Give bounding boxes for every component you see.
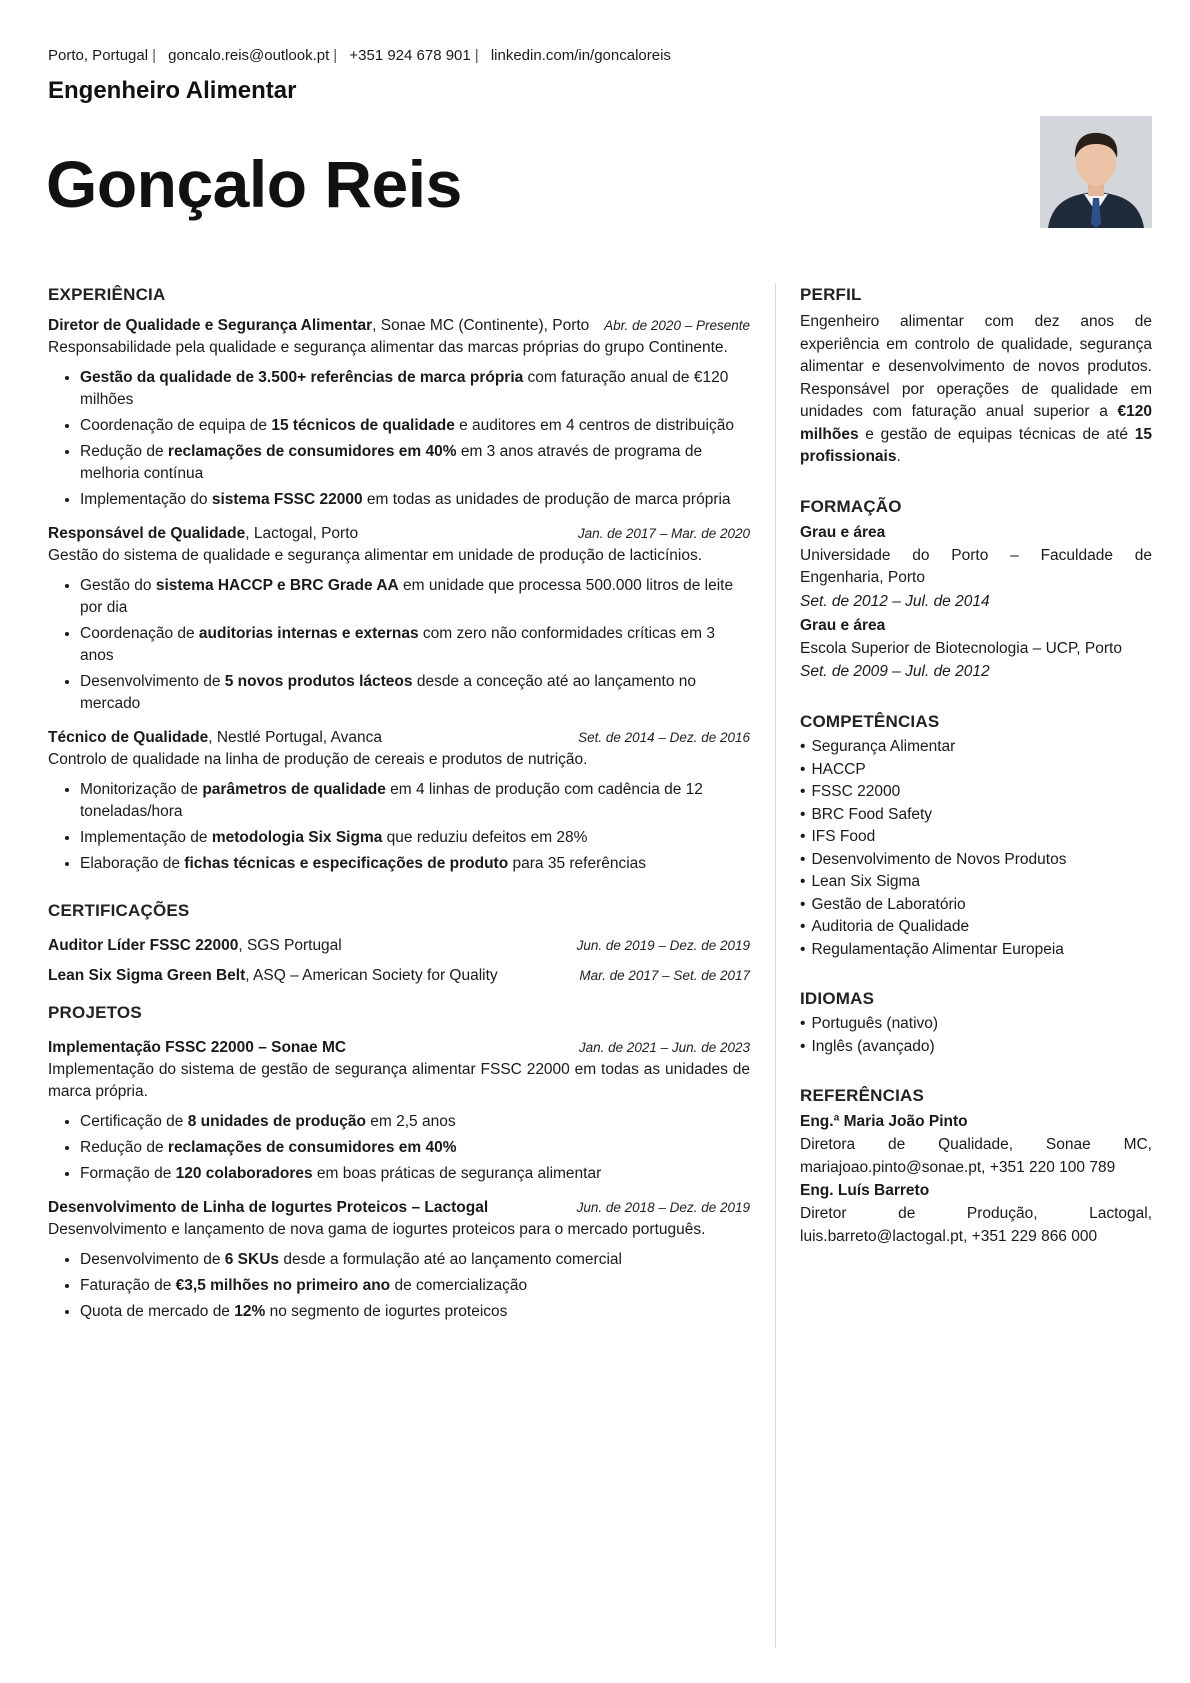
role-title: Técnico de Qualidade — [48, 729, 209, 746]
achievement-list — [48, 575, 750, 715]
profile-photo — [1040, 116, 1152, 228]
references-section — [800, 1086, 1152, 1248]
main-column — [48, 285, 750, 1335]
job-title: Engenheiro Alimentar — [48, 77, 297, 104]
achievement-list — [48, 779, 750, 875]
separator: | — [474, 47, 479, 64]
skill-item: • Regulamentação Alimentar Europeia — [800, 939, 1152, 962]
skill-item: • Segurança Alimentar — [800, 736, 1152, 759]
certification-item — [48, 965, 750, 987]
achievement-item: • Gestão do sistema HACCP e BRC Grade AA em unidade que processa 500.000 litros de leite por dia — [80, 575, 750, 619]
column-divider — [775, 283, 776, 1648]
achievement-item: • Faturação de €3,5 milhões no primeiro ano de comercialização — [80, 1275, 750, 1297]
contact-email[interactable]: goncalo.reis@outlook.pt — [168, 47, 330, 64]
achievement-item: • Formação de 120 colaboradores em boas práticas de segurança alimentar — [80, 1163, 750, 1185]
contact-phone[interactable]: +351 924 678 901 — [349, 47, 471, 64]
project-entry — [48, 1197, 750, 1323]
entry-header — [48, 315, 750, 337]
cert-org: , SGS Portugal — [238, 937, 342, 954]
entry-header — [48, 523, 750, 545]
achievement-item: • Desenvolvimento de 6 SKUs desde a formulação até ao lançamento comercial — [80, 1249, 750, 1271]
education-date: Set. de 2009 – Jul. de 2012 — [800, 663, 990, 680]
achievement-item: • Certificação de 8 unidades de produção em 2,5 anos — [80, 1111, 750, 1133]
role-date: Jan. de 2017 – Mar. de 2020 — [577, 526, 750, 541]
reference-name: Eng.ª Maria João Pinto — [800, 1113, 968, 1130]
cert-org: , ASQ – American Society for Quality — [245, 967, 498, 984]
education-section — [800, 497, 1152, 685]
cert-date: Mar. de 2017 – Set. de 2017 — [579, 968, 750, 983]
achievement-item: • Elaboração de fichas técnicas e especificações de produto para 35 referências — [80, 853, 750, 875]
entry-header — [48, 1197, 750, 1219]
education-school: Escola Superior de Biotecnologia – UCP, Porto — [800, 639, 1122, 657]
section-heading-skills: COMPETÊNCIAS — [800, 712, 940, 731]
role-title: Diretor de Qualidade e Segurança Alimentar — [48, 317, 373, 334]
achievement-item: • Redução de reclamações de consumidores em 40% — [80, 1137, 750, 1159]
role-title: Responsável de Qualidade — [48, 525, 246, 542]
skill-item: • IFS Food — [800, 826, 1152, 849]
language-item: • Português (nativo) — [800, 1013, 1152, 1036]
project-title: Desenvolvimento de Linha de Iogurtes Proteicos – Lactogal — [48, 1199, 489, 1216]
project-date: Jun. de 2018 – Dez. de 2019 — [576, 1200, 750, 1215]
experience-entry — [48, 315, 750, 511]
candidate-name: Gonçalo Reis — [46, 147, 462, 221]
contact-location: Porto, Portugal — [48, 47, 149, 64]
cert-date: Jun. de 2019 – Dez. de 2019 — [576, 938, 750, 953]
education-school: Universidade do Porto – Faculdade de Engenharia, Porto — [800, 546, 1152, 586]
contact-line — [48, 47, 671, 64]
achievement-list — [48, 367, 750, 511]
achievement-item: • Coordenação de auditorias internas e externas com zero não conformidades críticas em 3 anos — [80, 623, 750, 667]
project-description: Implementação do sistema de gestão de segurança alimentar FSSC 22000 em todas as unidades de marca própria. — [48, 1061, 750, 1100]
role-org: , Lactogal, Porto — [245, 525, 359, 542]
languages-list — [800, 1013, 1152, 1058]
role-org: , Nestlé Portugal, Avanca — [208, 729, 382, 746]
section-heading-languages: IDIOMAS — [800, 989, 875, 1008]
sidebar-column — [800, 285, 1152, 1276]
role-description: Controlo de qualidade na linha de produção de cereais e produtos de nutrição. — [48, 751, 588, 768]
section-heading-education: FORMAÇÃO — [800, 496, 902, 516]
achievement-item: • Implementação de metodologia Six Sigma que reduziu defeitos em 28% — [80, 827, 750, 849]
experience-entry — [48, 727, 750, 875]
cert-title: Lean Six Sigma Green Belt — [48, 967, 246, 984]
achievement-item: • Coordenação de equipa de 15 técnicos de qualidade e auditores em 4 centros de distribuição — [80, 415, 750, 437]
section-heading-projects: PROJETOS — [48, 1003, 142, 1022]
skill-item: • Desenvolvimento de Novos Produtos — [800, 849, 1152, 872]
separator: | — [333, 47, 338, 64]
education-date: Set. de 2012 – Jul. de 2014 — [800, 592, 990, 610]
section-heading-certifications: CERTIFICAÇÕES — [48, 901, 190, 920]
education-degree: Grau e área — [800, 523, 886, 541]
education-degree: Grau e área — [800, 616, 886, 634]
achievement-list — [48, 1249, 750, 1323]
profile-summary: Engenheiro alimentar com dez anos de experiência em controlo de qualidade, segurança alimentar e desenvolvimento de novos produtos. Responsável por operações de qualidade em unidades com faturação anual superior a €120 milhões e gestão de equipas técnicas de até 15 profissionais. — [800, 313, 1152, 465]
reference-detail: Diretora de Qualidade, Sonae MC, mariajoao.pinto@sonae.pt, +351 220 100 789 — [800, 1136, 1152, 1176]
section-heading-references: REFERÊNCIAS — [800, 1086, 925, 1105]
skill-item: • Auditoria de Qualidade — [800, 916, 1152, 939]
project-entry — [48, 1037, 750, 1185]
project-date: Jan. de 2021 – Jun. de 2023 — [578, 1040, 750, 1055]
contact-linkedin[interactable]: linkedin.com/in/goncaloreis — [490, 47, 671, 64]
section-heading-experience: EXPERIÊNCIA — [48, 285, 166, 304]
skill-item: • Gestão de Laboratório — [800, 894, 1152, 917]
portrait-image — [1040, 116, 1152, 228]
separator: | — [152, 47, 156, 64]
skills-section — [800, 712, 1152, 961]
skill-item: • HACCP — [800, 759, 1152, 782]
entry-header — [48, 727, 750, 749]
achievement-item: • Desenvolvimento de 5 novos produtos lácteos desde a conceção até ao lançamento no mercado — [80, 671, 750, 715]
role-description: Gestão do sistema de qualidade e segurança alimentar em unidade de produção de lacticínios. — [48, 547, 702, 564]
skill-item: • FSSC 22000 — [800, 781, 1152, 804]
achievement-item: • Implementação do sistema FSSC 22000 em todas as unidades de produção de marca própria — [80, 489, 750, 511]
skills-list — [800, 736, 1152, 961]
languages-section — [800, 989, 1152, 1058]
achievement-item: • Monitorização de parâmetros de qualidade em 4 linhas de produção com cadência de 12 toneladas/hora — [80, 779, 750, 823]
skill-item: • Lean Six Sigma — [800, 871, 1152, 894]
cert-title: Auditor Líder FSSC 22000 — [48, 937, 239, 954]
profile-section — [800, 285, 1152, 469]
section-heading-profile: PERFIL — [800, 285, 862, 304]
reference-detail: Diretor de Produção, Lactogal, luis.barreto@lactogal.pt, +351 229 866 000 — [800, 1205, 1152, 1245]
achievement-list — [48, 1111, 750, 1185]
entry-header — [48, 1037, 750, 1059]
project-description: Desenvolvimento e lançamento de nova gama de iogurtes proteicos para o mercado português. — [48, 1221, 706, 1238]
experience-entry — [48, 523, 750, 715]
reference-name: Eng. Luís Barreto — [800, 1182, 930, 1199]
role-date: Set. de 2014 – Dez. de 2016 — [578, 730, 750, 745]
language-item: • Inglês (avançado) — [800, 1036, 1152, 1059]
project-title: Implementação FSSC 22000 – Sonae MC — [48, 1039, 347, 1056]
role-org: , Sonae MC (Continente), Porto — [372, 317, 590, 334]
achievement-item: • Redução de reclamações de consumidores em 40% em 3 anos através de programa de melhoria contínua — [80, 441, 750, 485]
achievement-item: • Gestão da qualidade de 3.500+ referências de marca própria com faturação anual de €120 milhões — [80, 367, 750, 411]
role-date: Abr. de 2020 – Presente — [604, 318, 750, 333]
skill-item: • BRC Food Safety — [800, 804, 1152, 827]
achievement-item: • Quota de mercado de 12% no segmento de iogurtes proteicos — [80, 1301, 750, 1323]
certification-item — [48, 935, 750, 957]
role-description: Responsabilidade pela qualidade e segurança alimentar das marcas próprias do grupo Continente. — [48, 339, 728, 356]
